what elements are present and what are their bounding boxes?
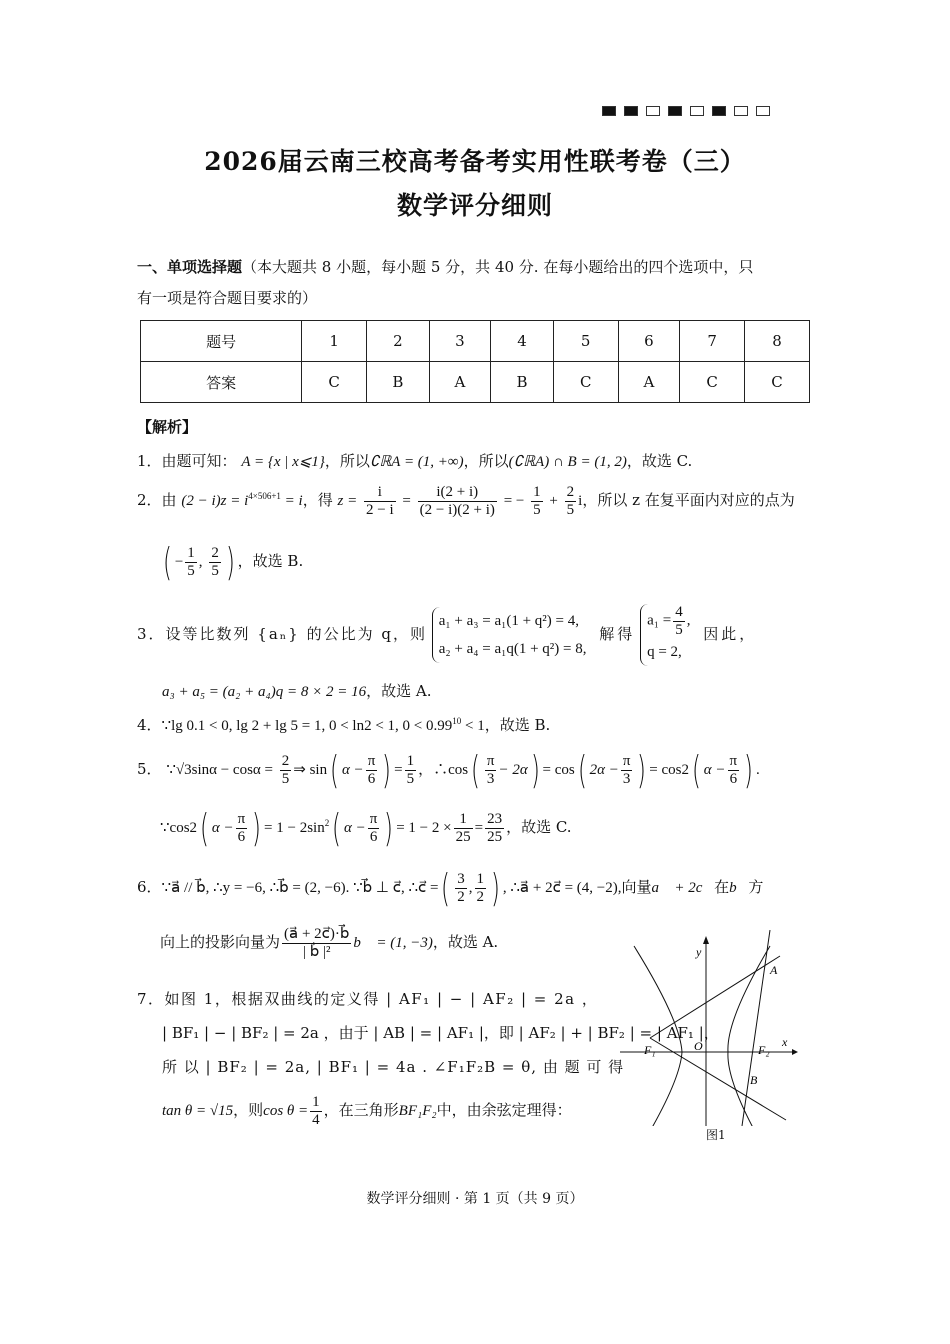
numerator: 2 [211, 545, 219, 561]
denominator: | b⃗ |² [302, 943, 331, 960]
solution-system: a₁ = $\frac{4}{5}$ , q = 2, [640, 604, 690, 666]
q6-line2 [160, 926, 498, 960]
q5-math: ∵√3sinα − cosα = [166, 762, 273, 778]
q6-line [137, 866, 763, 910]
denominator: (2 − i)(2 + i) [419, 501, 495, 518]
q7-text: ，则 [233, 1101, 264, 1119]
doc-subtitle: 数学评分细则 [396, 191, 553, 220]
numerator: 3 [457, 871, 465, 887]
fraction [728, 753, 740, 787]
doc-title: 2026届云南三校高考备考实用性联考卷（三） [204, 147, 746, 176]
numerator: (a⃗ + 2c⃗)·b⃗ [284, 926, 350, 942]
fraction [418, 484, 497, 518]
q2-math: (2 − i)z = i [181, 493, 249, 509]
fraction [282, 926, 351, 960]
q5-math: α − [341, 762, 364, 778]
q3-text: 解得 [599, 625, 636, 643]
square-filled [624, 106, 638, 116]
q2-eq: = [402, 493, 411, 509]
denominator: 5 [187, 562, 195, 579]
paren-left: ( [332, 806, 342, 850]
y-axis-arrow [703, 936, 709, 944]
q4-text: ，故选 B. [484, 716, 551, 734]
equation-system [432, 607, 587, 663]
q5-line2 [160, 806, 572, 850]
q6-pre: 6． [137, 878, 162, 896]
section-desc-1: （本大题共 8 小题，每小题 5 分，共 40 分. 在每小题给出的四个选项中，只 [242, 258, 754, 276]
fraction [565, 484, 577, 518]
table-cell: C [680, 362, 745, 403]
numerator: i [364, 484, 396, 502]
header-squares [602, 106, 770, 116]
q5-text: ，故选 C. [506, 818, 572, 836]
page-footer: 数学评分细则 · 第 1 页（共 9 页） [366, 1191, 584, 1207]
label-b: B [750, 1073, 758, 1087]
numerator: π [367, 753, 376, 769]
table-cell: 1 [302, 321, 367, 362]
table-cell: 8 [745, 321, 810, 362]
row-label: 答案 [141, 362, 302, 403]
denominator: 4 [312, 1111, 320, 1128]
q6-text: 在 [714, 878, 730, 896]
q2-text: ，得 [302, 491, 333, 509]
q5-dot: . [755, 762, 760, 778]
square-empty [756, 106, 770, 116]
denominator: 2 [457, 888, 465, 905]
label-f1: F₁ [644, 1043, 656, 1057]
numerator: 2 [566, 484, 575, 500]
table-cell: C [745, 362, 810, 403]
denominator: 6 [237, 828, 246, 845]
fraction [621, 753, 633, 787]
q2-pre: 2．由 [137, 491, 177, 509]
numerator: 23 [487, 811, 503, 827]
q6-text: 方 [748, 878, 764, 896]
q2-plus: + [549, 493, 558, 509]
fraction [310, 1094, 322, 1128]
paren-right: ) [225, 540, 235, 584]
table-row [141, 321, 810, 362]
numerator: π [622, 753, 631, 769]
q7-line1: 7．如图 1，根据双曲线的定义得 | AF₁ | − | AF₂ | = 2a ， [137, 990, 599, 1008]
denominator: 5 [533, 501, 541, 518]
fraction [531, 484, 543, 518]
paren-left: ( [200, 806, 209, 850]
paren-right: ) [384, 806, 394, 850]
numerator: 1 [533, 484, 541, 500]
q7-line2: | BF₁ | − | BF₂ | = 2a ，由于 | AB | = | AF₁ |，即 | AF₂ | + | BF₂ | = | AF₁ |， [162, 1024, 719, 1042]
fraction [485, 753, 497, 787]
q1-text: ，所以 [463, 452, 509, 470]
q6-math: b⃗ = (1, −3) [353, 935, 433, 951]
paren-left: ( [691, 748, 701, 792]
table-cell: B [491, 362, 554, 403]
square-empty [734, 106, 748, 116]
table-cell: B [367, 362, 430, 403]
fraction [236, 811, 248, 845]
fraction [364, 484, 396, 518]
q2-math: = i [280, 493, 303, 509]
q2-i: i [578, 493, 583, 509]
table-row [141, 362, 810, 403]
q1-math: (∁ℝA) ∩ B = (1, 2) [508, 454, 627, 470]
q5-math: ∵cos2 [160, 820, 198, 836]
numerator: π [369, 811, 378, 827]
numerator: 1 [476, 871, 485, 887]
numerator: 1 [406, 753, 415, 769]
q5-math: = [474, 820, 484, 836]
denominator: 6 [369, 828, 378, 845]
numerator: 2 [281, 753, 290, 769]
sol-row: q = 2, [647, 644, 682, 660]
q4-math: < 1 [461, 718, 485, 734]
q5-math: α − [211, 820, 234, 836]
q3-pre: 3．设等比数列 {aₙ} 的公比为 q，则 [137, 625, 427, 643]
denominator: 25 [455, 828, 471, 845]
square-filled [712, 106, 726, 116]
q6-math: a⃗ + 2c⃗ [651, 880, 715, 896]
fraction [209, 545, 221, 579]
denominator: 2 [476, 888, 485, 905]
denominator: 25 [487, 828, 503, 845]
answer-table [140, 320, 810, 403]
q3-line2 [162, 680, 431, 701]
denominator: 2 − i [366, 501, 394, 518]
fraction [185, 545, 197, 579]
q5-math: ⇒ sin [293, 762, 328, 778]
q1-pre: 1．由题可知： [137, 452, 237, 470]
q5-math: ，∴cos [418, 762, 469, 778]
table-cell: 3 [429, 321, 491, 362]
denominator: 5 [211, 562, 219, 579]
denominator: 6 [367, 770, 376, 787]
denominator: 3 [622, 770, 631, 787]
q3-line [137, 604, 757, 666]
table-cell: 6 [618, 321, 680, 362]
table-cell: C [553, 362, 618, 403]
q5-line [137, 748, 760, 792]
paren-right: ) [744, 748, 753, 792]
fraction [475, 871, 487, 905]
section-intro [137, 252, 817, 314]
q2-text: ，故选 B. [237, 552, 304, 570]
fraction [454, 811, 473, 845]
row-label: 题号 [141, 321, 302, 362]
q5-pre: 5． [137, 760, 162, 778]
sol-row: a₁ = [647, 612, 672, 629]
q5-math: α − [344, 820, 366, 836]
fraction [455, 871, 467, 905]
q1-line [137, 450, 692, 471]
q1-math: ∁ℝA = (1, +∞) [369, 454, 464, 470]
paren-left: ( [441, 866, 451, 910]
q7-math: tan θ = √15 [162, 1103, 234, 1119]
q3-text: ，故选 A. [366, 682, 432, 700]
label-x: x [782, 1035, 788, 1049]
comma: , [198, 554, 203, 570]
hyperbola-figure [620, 930, 800, 1126]
fraction [673, 604, 685, 638]
paren-right: ) [530, 748, 540, 792]
q4-sup: 10 [452, 716, 462, 726]
comma: , [468, 880, 473, 896]
q5-sup: 2 [324, 818, 330, 828]
q3-text: 因此， [703, 625, 758, 643]
q6-math: , ∴a⃗ + 2c⃗ = (4, −2), [502, 880, 622, 896]
numerator: 4 [675, 604, 683, 620]
q7-line4 [162, 1094, 572, 1128]
table-cell: 7 [680, 321, 745, 362]
paren-left: ( [162, 540, 172, 584]
q5-math: = cos2 [649, 762, 689, 778]
x-axis-arrow [792, 1049, 798, 1055]
square-filled [602, 106, 616, 116]
q1-text: ，所以 [324, 452, 370, 470]
numerator: π [486, 753, 495, 769]
denominator: 5 [281, 770, 290, 787]
label-f2: F₂ [758, 1043, 770, 1057]
paren-right: ) [637, 748, 647, 792]
square-filled [668, 106, 682, 116]
q5-math: = 1 − 2 × [396, 820, 452, 836]
table-cell: 5 [553, 321, 618, 362]
denominator: 3 [486, 770, 495, 787]
q7-math: cos θ = [263, 1103, 309, 1119]
line-ab [742, 930, 770, 1126]
hyperbola-left-branch [634, 946, 682, 1126]
label-y: y [696, 945, 702, 959]
q1-text: ，故选 C. [626, 452, 693, 470]
table-cell: 4 [491, 321, 554, 362]
paren-right: ) [252, 806, 262, 850]
figure-caption: 图1 [706, 1128, 726, 1142]
q2-text: ，所以 z 在复平面内对应的点为 [582, 491, 795, 509]
table-cell: 2 [367, 321, 430, 362]
q6-math: b⃗ [729, 880, 749, 896]
analysis-heading: 【解析】 [137, 418, 198, 436]
table-cell: A [618, 362, 680, 403]
numerator: π [237, 811, 246, 827]
q7-text: 中，由余弦定理得： [436, 1101, 572, 1119]
denominator: 6 [729, 770, 738, 787]
q2-line [137, 484, 795, 518]
fraction [366, 753, 378, 787]
denominator: 5 [566, 501, 575, 518]
label-o: O [694, 1039, 703, 1053]
table-cell: A [429, 362, 491, 403]
q4-pre: 4． [137, 716, 162, 734]
denominator: 5 [675, 621, 683, 638]
q5-math: = [394, 762, 403, 778]
q2-math: = − [503, 493, 525, 509]
q5-math: 2α − [589, 762, 619, 778]
section-heading: 一、单项选择题 [137, 258, 243, 276]
square-empty [646, 106, 660, 116]
denominator: 5 [406, 770, 415, 787]
numerator: 1 [312, 1094, 320, 1110]
eq-row: a₂ + a₄ = a₁q(1 + q²) = 8, [438, 641, 587, 657]
q2-math: z = [337, 493, 358, 509]
fraction [405, 753, 417, 787]
numerator: π [729, 753, 738, 769]
fraction [485, 811, 504, 845]
q1-math: A = {x | x⩽1} [241, 454, 325, 470]
q2-line2 [160, 540, 303, 584]
q5-math: α − [703, 762, 726, 778]
paren-right: ) [382, 748, 392, 792]
q3-math: a₃ + a₅ = (a₂ + a₄)q = 8 × 2 = 16 [162, 684, 367, 700]
q7-math: BF₁F₂ [398, 1103, 437, 1119]
paren-right: ) [491, 866, 500, 910]
fraction [280, 753, 292, 787]
minus-sign: − [174, 554, 184, 570]
numerator: i(2 + i) [418, 484, 497, 502]
numerator: 1 [454, 811, 473, 829]
label-a: A [770, 963, 778, 977]
paren-left: ( [471, 748, 480, 792]
numerator: 1 [187, 545, 195, 561]
q6-math: ∵a⃗ // b⃗, ∴y = −6, ∴b⃗ = (2, −6). ∵b⃗ ⊥ c⃗, ∴c⃗ = [161, 880, 439, 896]
q6-text: ，故选 A. [432, 933, 499, 951]
q6-text: 向上的投影向量为 [160, 933, 281, 951]
fraction [368, 811, 380, 845]
table-cell: C [302, 362, 367, 403]
eq-row: a₁ + a₃ = a₁(1 + q²) = 4, [438, 613, 580, 629]
paren-left: ( [330, 748, 339, 792]
q5-math: = 1 − 2sin [264, 820, 325, 836]
q4-line [137, 714, 550, 735]
q7-text: ，在三角形 [323, 1101, 399, 1119]
q2-sup: 4×506+1 [248, 491, 281, 501]
q5-math: = cos [542, 762, 575, 778]
paren-left: ( [577, 748, 587, 792]
q6-text: 向量 [621, 878, 652, 896]
q5-math: − 2α [498, 762, 528, 778]
q7-line3: 所 以 | BF₂ | = 2a, | BF₁ | = 4a . ∠F₁F₂B = θ, 由 题 可 得 [162, 1058, 625, 1076]
square-empty [690, 106, 704, 116]
q4-math: ∵lg 0.1 < 0, lg 2 + lg 5 = 1, 0 < ln2 < 1, 0 < 0.99 [161, 718, 453, 734]
section-desc-2: 有一项是符合题目要求的） [137, 289, 318, 307]
